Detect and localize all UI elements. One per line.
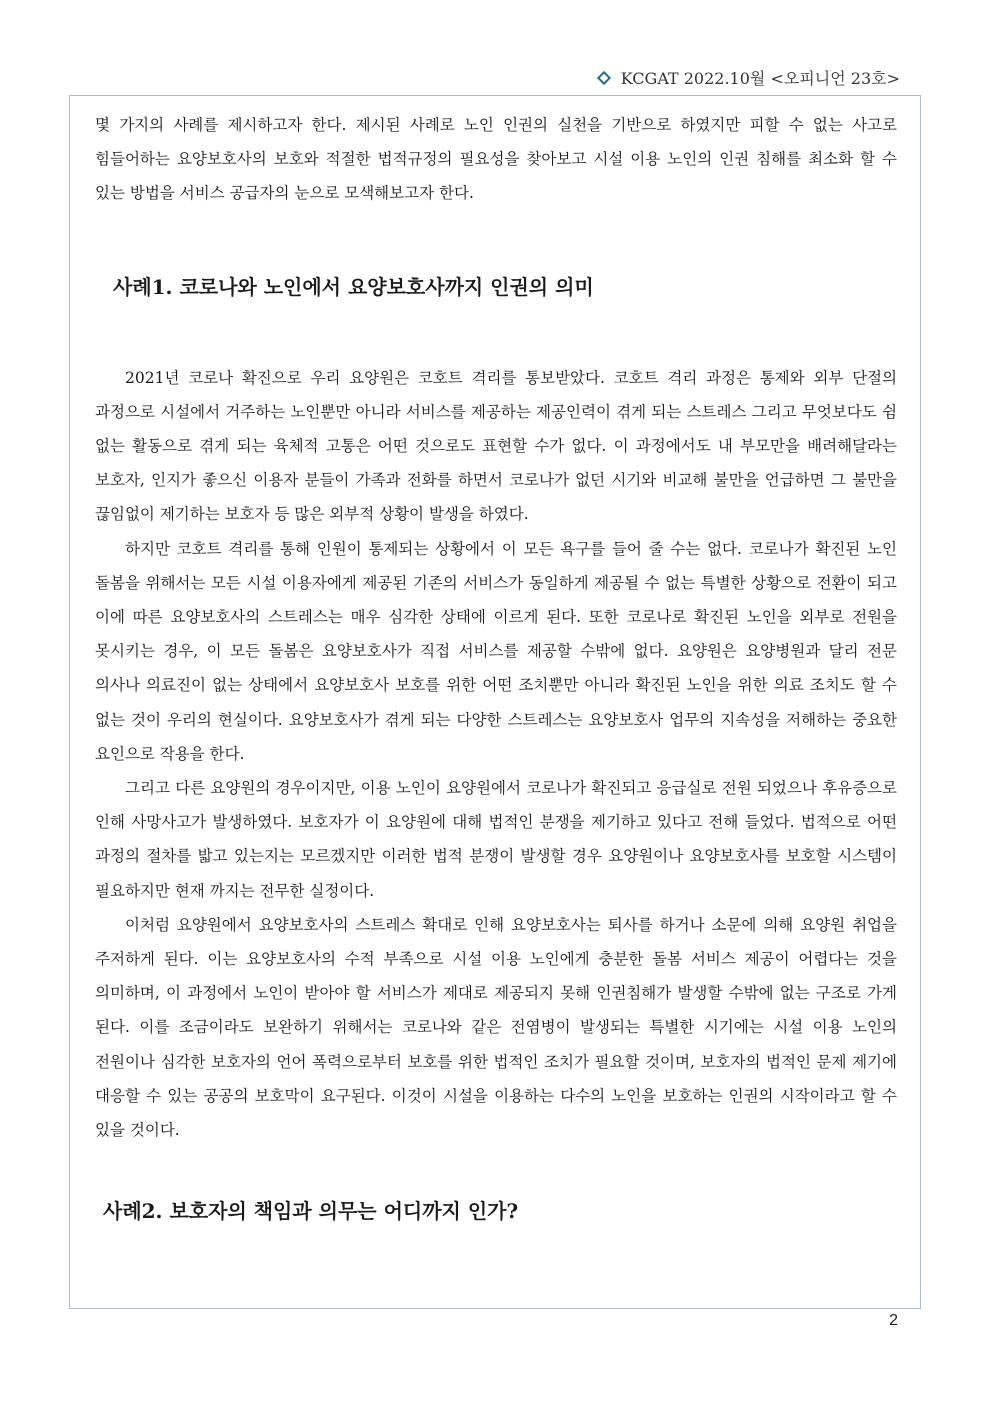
case1-paragraph-3: 그리고 다른 요양원의 경우이지만, 이용 노인이 요양원에서 코로나가 확진되고 응급실로 전원 되었으나 후유증으로 인해 사망사고가 발생하였다. 보호자가 이 요양원에 대해 법적인 분쟁을 제기하고 있다고 전해 들었다. 법적으로 어떤 과정의 절차를 밟고 있는지는 모르겠지만 이러한 법적 분쟁이 발생할 경우 요양원이나 요양보호사를 보호할 시스템이 필요하지만 현재 까지는 전무한 실정이다. <box>95 779 897 900</box>
case1-section <box>95 361 897 1148</box>
document-body <box>95 108 897 1225</box>
diamond-bullet-icon <box>597 70 611 84</box>
case1-heading: 사례1. 코로나와 노인에서 요양보호사까지 인권의 의미 <box>113 274 594 299</box>
intro-paragraph: 몇 가지의 사례를 제시하고자 한다. 제시된 사례로 노인 인권의 실천을 기반으로 하였지만 피할 수 없는 사고로 힘들어하는 요양보호사의 보호와 적절한 법적규정의 필요성을 찾아보고 시설 이용 노인의 인권 침해를 최소화 할 수 있는 방법을 서비스 공급자의 눈으로 모색해보고자 한다. <box>95 116 897 203</box>
case1-paragraph-4: 이처럼 요양원에서 요양보호사의 스트레스 확대로 인해 요양보호사는 퇴사를 하거나 소문에 의해 요양원 취업을 주저하게 된다. 이는 요양보호사의 수적 부족으로 시설 이용 노인에게 충분한 돌봄 서비스 제공이 어렵다는 것을 의미하며, 이 과정에서 노인이 받아야 할 서비스가 제대로 제공되지 못해 인권침해가 발생할 수밖에 없는 구조로 가게 된다. 이를 조금이라도 보완하기 위해서는 코로나와 같은 전염병이 발생되는 특별한 시기에는 시설 이용 노인의 전원이나 심각한 보호자의 언어 폭력으로부터 보호를 위한 법적인 조치가 필요할 것이며, 보호자의 법적인 문제 제기에 대응할 수 있는 공공의 보호막이 요구된다. 이것이 시설을 이용하는 다수의 노인을 보호하는 인권의 시작이라고 할 수 있을 것이다. <box>95 915 897 1140</box>
page-header <box>599 66 900 89</box>
case2-heading: 사례2. 보호자의 책임과 의무는 어디까지 인가? <box>103 1199 519 1224</box>
case1-paragraph-2: 하지만 코호트 격리를 통해 인원이 통제되는 상황에서 이 모든 욕구를 들어 줄 수는 없다. 코로나가 확진된 노인 돌봄을 위해서는 모든 시설 이용자에게 제공된 기존의 서비스가 동일하게 제공될 수 없는 특별한 상황으로 전환이 되고 이에 따른 요양보호사의 스트레스는 매우 심각한 상태에 이르게 된다. 또한 코로나로 확진된 노인을 외부로 전원을 못시키는 경우, 이 모든 돌봄은 요양보호사가 직접 서비스를 제공할 수밖에 없다. 요양원은 요양병원과 달리 전문 의사나 의료진이 없는 상태에서 요양보호사 보호를 위한 어떤 조치뿐만 아니라 확진된 노인을 위한 의료 조치도 할 수 없는 것이 우리의 현실이다. 요양보호사가 겪게 되는 다양한 스트레스는 요양보호사 업무의 지속성을 저해하는 중요한 요인으로 작용을 한다. <box>95 539 897 763</box>
page-number: 2 <box>889 1312 898 1329</box>
header-text: KCGAT 2022.10월 <오피니언 23호> <box>620 69 900 88</box>
case1-paragraph-1: 2021년 코로나 확진으로 우리 요양원은 코호트 격리를 통보받았다. 코호트 격리 과정은 통제와 외부 단절의 과정으로 시설에서 거주하는 노인뿐만 아니라 서비스를 제공하는 제공인력이 겪게 되는 스트레스 그리고 무엇보다도 쉼 없는 활동으로 겪게 되는 육체적 고통은 어떤 것으로도 표현할 수가 없다. 이 과정에서도 내 부모만을 배려해달라는 보호자, 인지가 좋으신 이용자 분들이 가족과 전화를 하면서 코로나가 없던 시기와 비교해 불만을 언급하면 그 불만을 끊임없이 제기하는 보호자 등 많은 외부적 상황이 발생을 하였다. <box>95 368 897 524</box>
